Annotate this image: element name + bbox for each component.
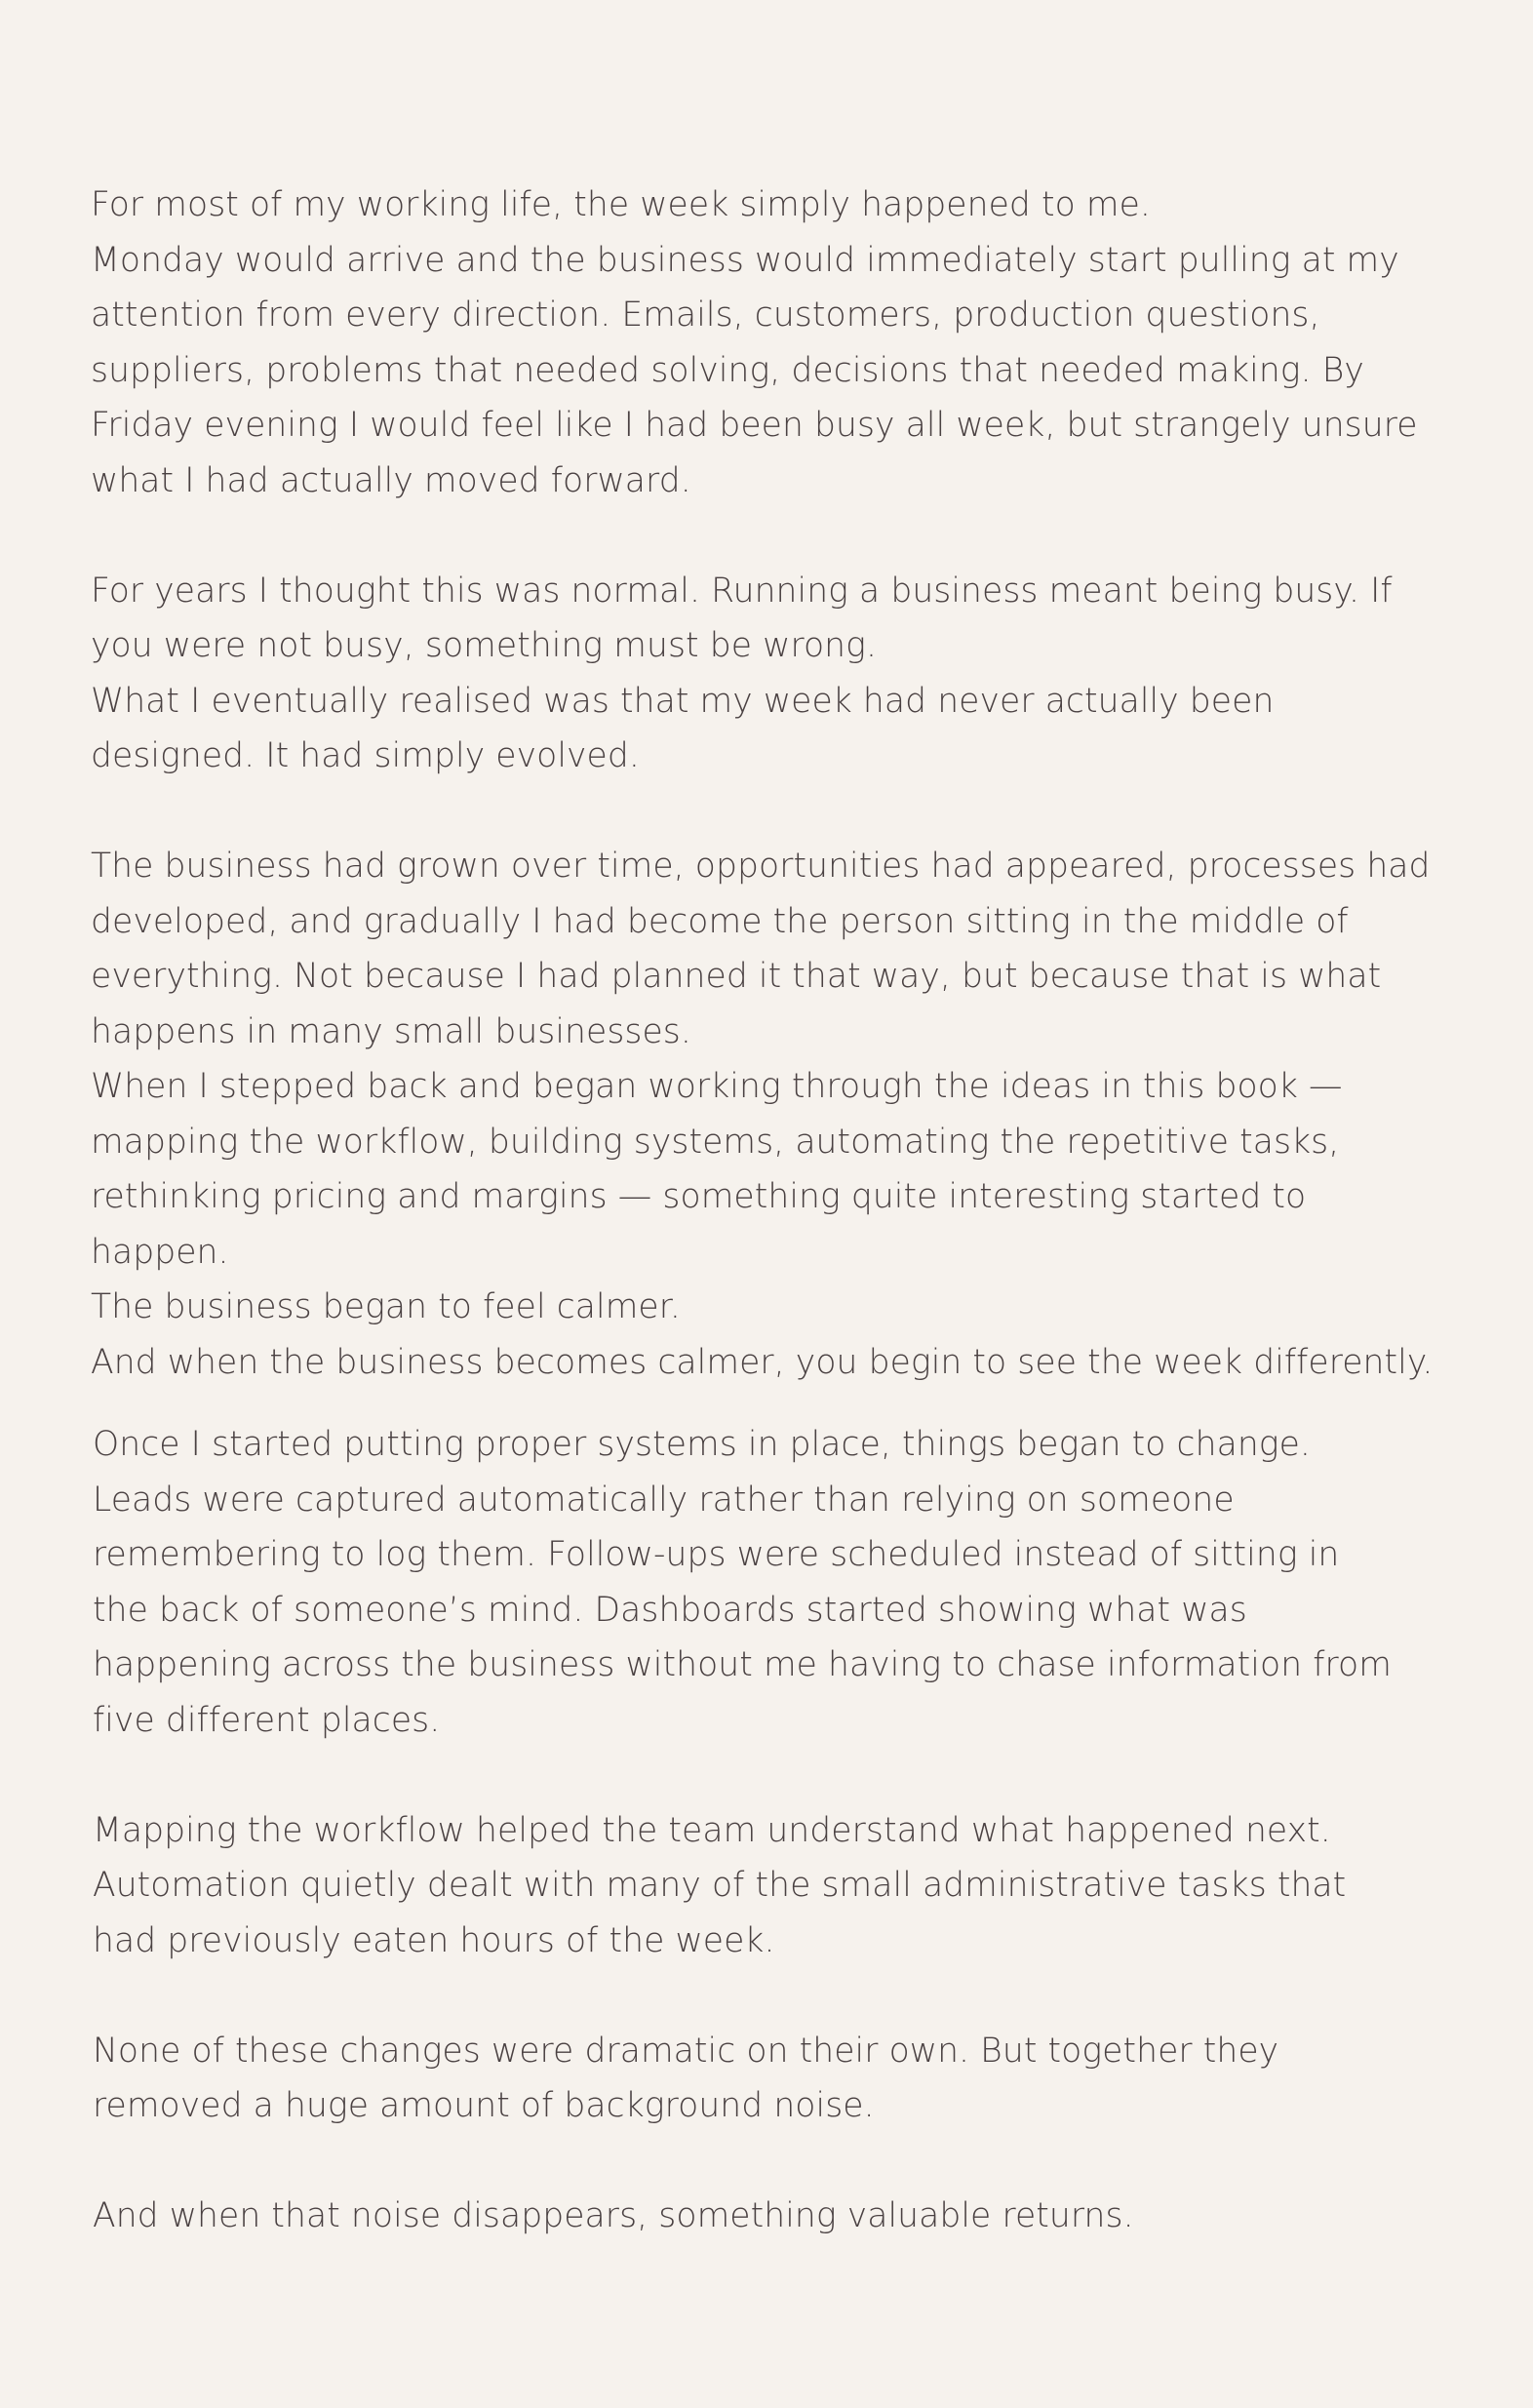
text-line: had previously eaten hours of the week. [93, 1920, 775, 1960]
text-line: five different places. [93, 1700, 441, 1740]
text-line: Leads were captured automatically rather than relying on someone [93, 1480, 1235, 1520]
paragraph-gap [93, 1748, 1477, 1803]
text-line: happening across the business without me having to chase information from [93, 1645, 1392, 1684]
paragraph [93, 2189, 1477, 2244]
paragraph [91, 839, 1475, 1390]
text-line: rethinking pricing and margins — something quite interesting started to [91, 1177, 1307, 1216]
paragraph-gap [93, 1968, 1477, 2024]
text-line: you were not busy, something must be wrong. [91, 626, 878, 665]
text-line: Friday evening I would feel like I had been busy all week, but strangely unsure [91, 406, 1418, 445]
text-line: everything. Not because I had planned it that way, but because that is what [91, 957, 1382, 996]
text-line: removed a huge amount of background noise. [93, 2086, 875, 2125]
paragraph-gap [93, 2134, 1477, 2190]
text-line: attention from every direction. Emails, customers, production questions, [91, 296, 1320, 335]
paragraph-gap [91, 508, 1475, 564]
text-block-upper [91, 178, 1475, 1390]
text-line: For years I thought this was normal. Running a business meant being busy. If [91, 571, 1393, 611]
text-line: For most of my working life, the week simply happened to me. [91, 185, 1151, 224]
text-line: developed, and gradually I had become the person sitting in the middle of [91, 901, 1349, 941]
text-line: None of these changes were dramatic on their own. But together they [93, 2031, 1279, 2071]
text-block-lower [93, 1417, 1477, 2244]
text-line: The business had grown over time, opportunities had appeared, processes had [91, 847, 1431, 886]
text-line: The business began to feel calmer. [91, 1287, 681, 1326]
paragraph [91, 564, 1475, 784]
text-line: When I stepped back and began working through the ideas in this book — [91, 1067, 1343, 1106]
paragraph [91, 178, 1475, 508]
paragraph [93, 2024, 1477, 2134]
text-line: remembering to log them. Follow-ups were scheduled instead of sitting in [93, 1535, 1340, 1574]
text-line: designed. It had simply evolved. [91, 736, 640, 775]
text-line: And when that noise disappears, something valuable returns. [93, 2196, 1134, 2235]
text-line: happens in many small businesses. [91, 1011, 691, 1051]
text-line: suppliers, problems that needed solving, decisions that needed making. By [91, 350, 1364, 390]
paragraph [93, 1803, 1477, 1969]
text-line: mapping the workflow, building systems, automating the repetitive tasks, [91, 1122, 1340, 1162]
text-line: Monday would arrive and the business would immediately start pulling at my [91, 240, 1399, 280]
text-line: What I eventually realised was that my week had never actually been [91, 681, 1275, 721]
text-line: And when the business becomes calmer, you begin to see the week differently. [91, 1342, 1434, 1382]
text-line: Mapping the workflow helped the team understand what happened next. [93, 1810, 1331, 1850]
text-line: the back of someone’s mind. Dashboards started showing what was [93, 1590, 1247, 1630]
text-line: happen. [91, 1232, 229, 1272]
paragraph [93, 1417, 1477, 1748]
text-line: what I had actually moved forward. [91, 460, 691, 500]
text-line: Once I started putting proper systems in place, things began to change. [93, 1425, 1311, 1464]
paragraph-gap [91, 784, 1475, 840]
text-line: Automation quietly dealt with many of the small administrative tasks that [93, 1866, 1347, 1905]
